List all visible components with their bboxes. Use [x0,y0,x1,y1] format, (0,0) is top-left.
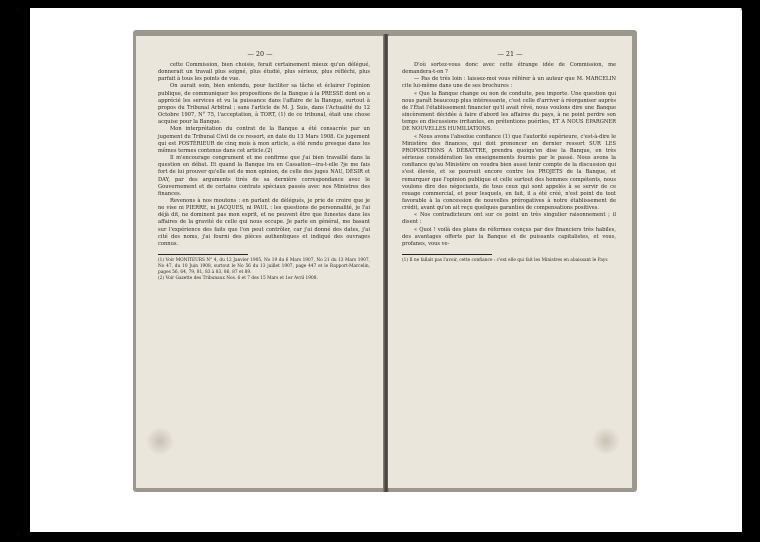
paragraph: Revenons à nos moutons : en parlant de délégués, je prie de croire que je ne vise ni PIERRE, ni JACQUES, ni PAUL : les questions de personnalité, je l'ai déjà dit, ne dominent pas mon esprit, et ne peuvent être que funestes dans les affaires de la gravité de celle qui nous occupe. Je parle en général, me basant sur l'expérience des faits que l'on peut contrôler, car j'ai donné des dates, j'ai cité des noms, j'ai fourni des pièces authentiques et indiqué des ouvrages connus. [158,197,370,247]
paragraph: — Pas de très loin : laissez-moi vous référer à un auteur que M. MARCELIN cite lui-même dans une de ses brochures : [402,76,616,90]
page-number: — 20 — [247,50,273,58]
footnote-rule [158,254,248,255]
paragraph: cette Commission, bien choisie, ferait certainement mieux qu'un délégué, donnerait un travail plus soigné, plus étudié, plus sérieux, plus réfléchi, plus parfait à tous les points de vue. [158,62,370,83]
paragraph: Il m'encourage congrument et me confirme que j'ai bien travaillé dans la question en débat. Et quand la Banque ira en Cassation—ira-t-elle ?je me fais fort de lui prouver qu'elle est de mon opinion, de celle des juges NAU, DÉSIR et DAY, par des arguments tirés de sa dernière correspondance avec le Gouvernement et de certains contrats spéciaux passés avec nos Ministres des finances. [158,155,370,197]
foxing-stain [590,428,622,454]
paragraph: Mon interprétation du contrat de la Banque a été consacrée par un jugement du Tribunal Civil de ce ressort, en date du 13 Mars 1908. Ce jugement qui est POSTÉRIEUR de cinq mois à mon article, a été rendu presque dans les mêmes termes contenus dans cet article.(2) [158,126,370,154]
corner-mark-icon: › [740,530,743,538]
page-text [136,62,384,282]
footnote: (1) Il ne fallait pas l'avoir, cette confiance : c'est elle qui fait les Ministres en abaissant le Pays [402,258,608,264]
footnote: (1) Voir MONITEURS N° 4, du 12 Janvier 1905, No 19 du 6 Mars 1907, No 21 du 13 Mars 1907, No 47, du 10 Juin 1908, surtout le No 56 du 13 juillet 1907, page 447 et le Rapport-Marcelin, pages 56, 64, 79, 81, 83 à 83, 86, 87 et 89. [158,258,370,276]
corner-mark-icon: ‹ [17,530,20,538]
page-text [388,62,632,264]
right-page [388,36,632,488]
paragraph: « Nous avons l'absolue confiance (1) que l'autorité supérieure, c'est-à-dire le Ministère des finances, qui doit prononcer en dernier ressort SUR LES PROPOSITIONS A DÉBATTRE, prendra quoiqu'en dise la Banque, en très sérieuse considération les enseignements fournis par le passé. Nous avons la confiance qu'au Ministère on voudra bien aussi tenir compte de la discussion qui s'est élevée, et se poursuit encore contre les PROJETS de la Banque, et remarquer que l'opinion publique et celle surtout des hommes compétents, nous voulons dire des négociants, de tous ceux qui sont appelés à se servir de ce rouage commercial, et pour lesquels, en fait, il a été créé, n'est point du tout favorable à la concession de nouvelles prérogatives à notre établissement de crédit, avant qu'on ait reçu quelques garanties de compensations positives. [402,133,616,212]
footnote-rule [402,254,492,255]
page-number: — 21 — [497,50,523,58]
corner-mark-icon: ‹ [17,5,20,13]
left-page [136,36,385,488]
paragraph: « Que la Banque change ou non de conduite, peu importe. Une question qui nous paraît beaucoup plus intéressante, c'est celle d'arriver à réorganiser auprès de l'État l'établissement financier qu'il avait rêvé, nous voulons dire une Banque sincèrement décidée à faire d'abord les affaires du pays, à ne point perdre son temps en discussions irritantes, en prétentions puériles, ET A NOUS ÉPARGNER DE NOUVELLES HUMILIATIONS. [402,90,616,133]
foxing-stain [144,428,176,454]
paragraph: On aurait soin, bien entendu, pour faciliter sa tâche et éclairer l'opinion publique, de communiquer les propositions de la Banque à la PRESSE dont on a apprécié les services et vu la puissance dans l'affaire de la Banque, surtout à propos du Tribunal Arbitral ; sans l'article de M. J. Suis, dans l'Actualité du 12 Octobre 1907, N° 75, l'acceptation, à TORT, (1) de ce tribunal, était une chose acquise pour la Banque. [158,83,370,126]
paragraph: « Nos contradicteurs ont sur ce point un très singulier raisonnement ; il disent : [402,212,616,226]
corner-mark-icon: › [740,5,743,13]
paragraph: D'où sortez-vous donc avec cette étrange idée de Commission, me demandera-t-on ? [402,62,616,76]
footnote: (2) Voir Gazette des Tribunaux Nos. 6 et 7 des 15 Mars et 1er Avril 1908. [158,276,318,282]
paragraph: « Quoi ! voilà des plans de réformes conçus par des financiers très habiles, des avantages offerts par la Banque et de puissants capitalistes, et vous, profanes, vous ve- [402,226,616,247]
